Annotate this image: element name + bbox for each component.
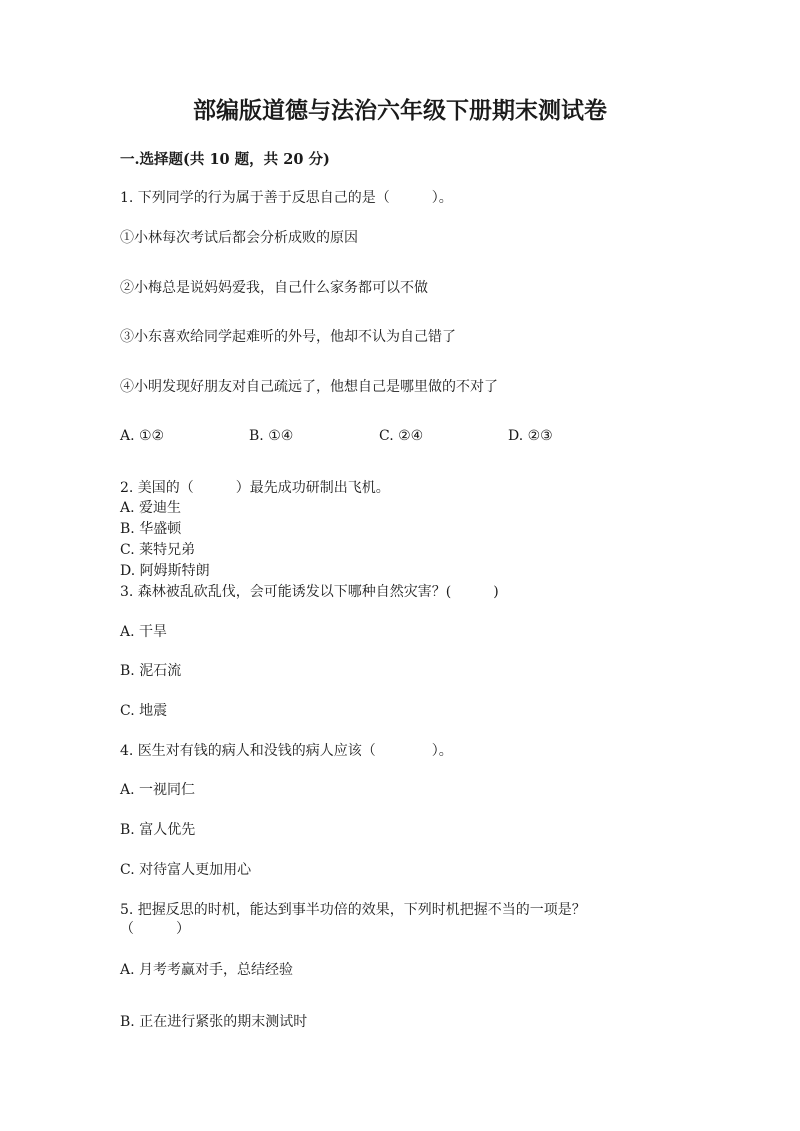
question-1-statement: ③小东喜欢给同学起难听的外号，他却不认为自己错了: [120, 329, 456, 345]
question-4-option-c: C. 对待富人更加用心: [120, 862, 252, 878]
question-4-option-b: B. 富人优先: [120, 822, 196, 838]
question-3-option-a: A. 干旱: [120, 624, 168, 640]
question-1-stem: 1. 下列同学的行为属于善于反思自己的是（ ）。: [120, 190, 453, 206]
question-5-option-a: A. 月考考赢对手，总结经验: [120, 962, 294, 978]
question-5-stem-continued: （ ）: [120, 921, 190, 937]
question-2-option-a: A. 爱迪生: [120, 500, 182, 516]
question-2-option-c: C. 莱特兄弟: [120, 542, 196, 558]
question-2-option-d: D. 阿姆斯特朗: [120, 563, 210, 579]
question-2-stem: 2. 美国的（ ）最先成功研制出飞机。: [120, 480, 390, 496]
question-1-option-b: B. ①④: [249, 428, 294, 444]
question-1-option-d: D. ②③: [508, 428, 553, 444]
question-3-option-b: B. 泥石流: [120, 663, 182, 679]
question-4-stem: 4. 医生对有钱的病人和没钱的病人应该（ ）。: [120, 743, 453, 759]
question-1-statement: ④小明发现好朋友对自己疏远了，他想自己是哪里做的不对了: [120, 379, 498, 395]
question-1-option-c: C. ②④: [379, 428, 424, 444]
question-1-statement: ②小梅总是说妈妈爱我，自己什么家务都可以不做: [120, 280, 428, 296]
question-5-stem: 5. 把握反思的时机，能达到事半功倍的效果，下列时机把握不当的一项是？: [120, 902, 586, 918]
question-3-stem: 3. 森林被乱砍乱伐，会可能诱发以下哪种自然灾害？( ): [120, 584, 499, 600]
question-5-option-b: B. 正在进行紧张的期末测试时: [120, 1014, 308, 1030]
document-title: 部编版道德与法治六年级下册期末测试卷: [193, 97, 607, 124]
question-3-option-c: C. 地震: [120, 703, 168, 719]
question-1-option-a: A. ①②: [120, 428, 165, 444]
question-1-statement: ①小林每次考试后都会分析成败的原因: [120, 230, 358, 246]
section-heading: 一.选择题(共 10 题，共 20 分): [120, 151, 330, 168]
question-2-option-b: B. 华盛顿: [120, 521, 182, 537]
question-4-option-a: A. 一视同仁: [120, 782, 196, 798]
